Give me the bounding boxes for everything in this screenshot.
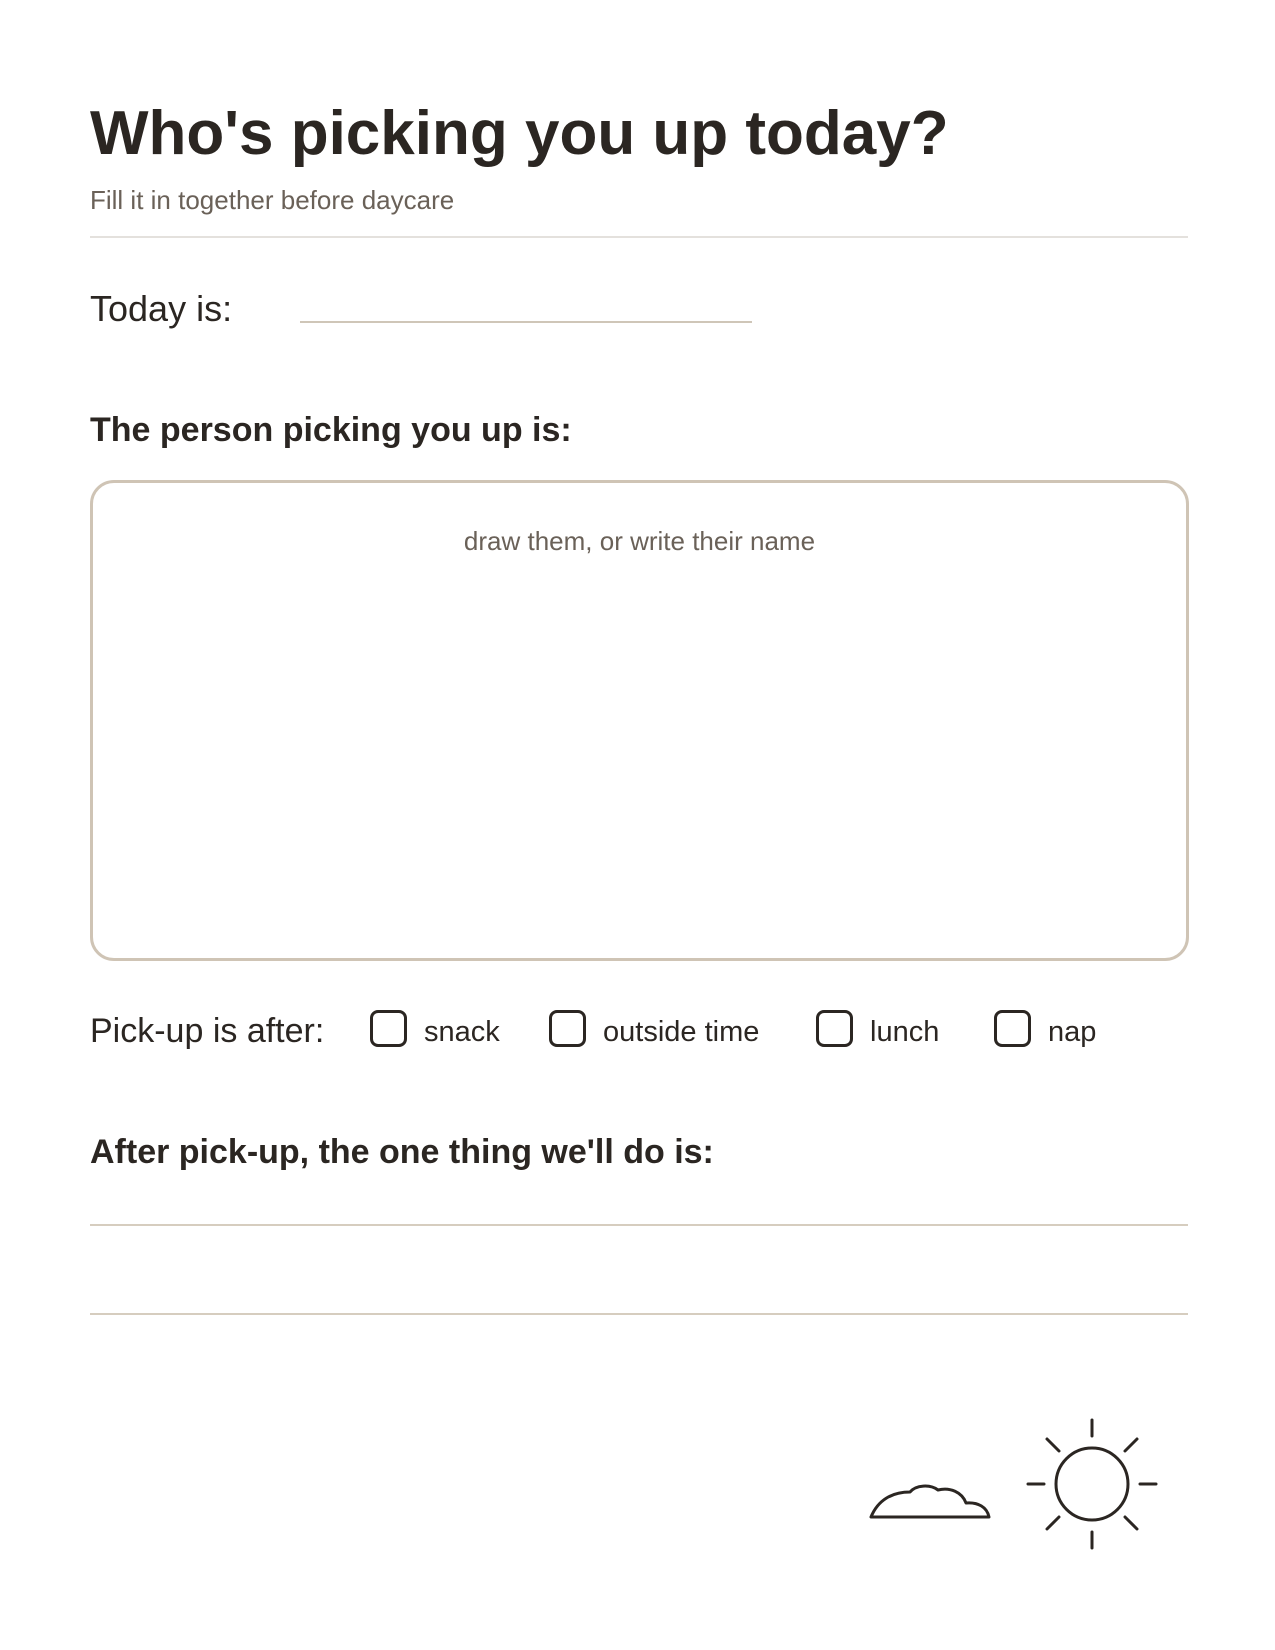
option-snack-label: snack <box>424 1016 500 1048</box>
checkbox-lunch[interactable] <box>816 1010 853 1047</box>
after-pickup-write-line-1[interactable] <box>90 1224 1188 1226</box>
checkbox-nap[interactable] <box>994 1010 1031 1047</box>
page-title: Who's picking you up today? <box>90 99 949 168</box>
checkbox-outside-time[interactable] <box>549 1010 586 1047</box>
pickup-label: Pick-up is after: <box>90 1012 325 1050</box>
after-pickup-write-line-2[interactable] <box>90 1313 1188 1315</box>
person-heading: The person picking you up is: <box>90 411 572 449</box>
option-outside-time[interactable] <box>549 1006 759 1050</box>
after-pickup-heading: After pick-up, the one thing we'll do is: <box>90 1133 714 1171</box>
option-nap[interactable] <box>994 1006 1096 1050</box>
option-snack[interactable] <box>370 1006 500 1050</box>
checkbox-snack[interactable] <box>370 1010 407 1047</box>
cloud-icon <box>868 1480 992 1520</box>
date-label: Today is: <box>90 288 233 329</box>
date-write-line[interactable] <box>300 321 752 323</box>
option-lunch[interactable] <box>816 1006 939 1050</box>
sun-icon <box>1024 1416 1160 1552</box>
option-nap-label: nap <box>1048 1016 1097 1048</box>
person-drawing-box[interactable] <box>90 480 1189 961</box>
header-divider <box>90 236 1188 238</box>
page-subtitle: Fill it in together before daycare <box>90 185 455 215</box>
option-lunch-label: lunch <box>870 1016 940 1048</box>
option-outside-time-label: outside time <box>603 1016 760 1048</box>
drawing-box-hint: draw them, or write their name <box>463 526 816 556</box>
